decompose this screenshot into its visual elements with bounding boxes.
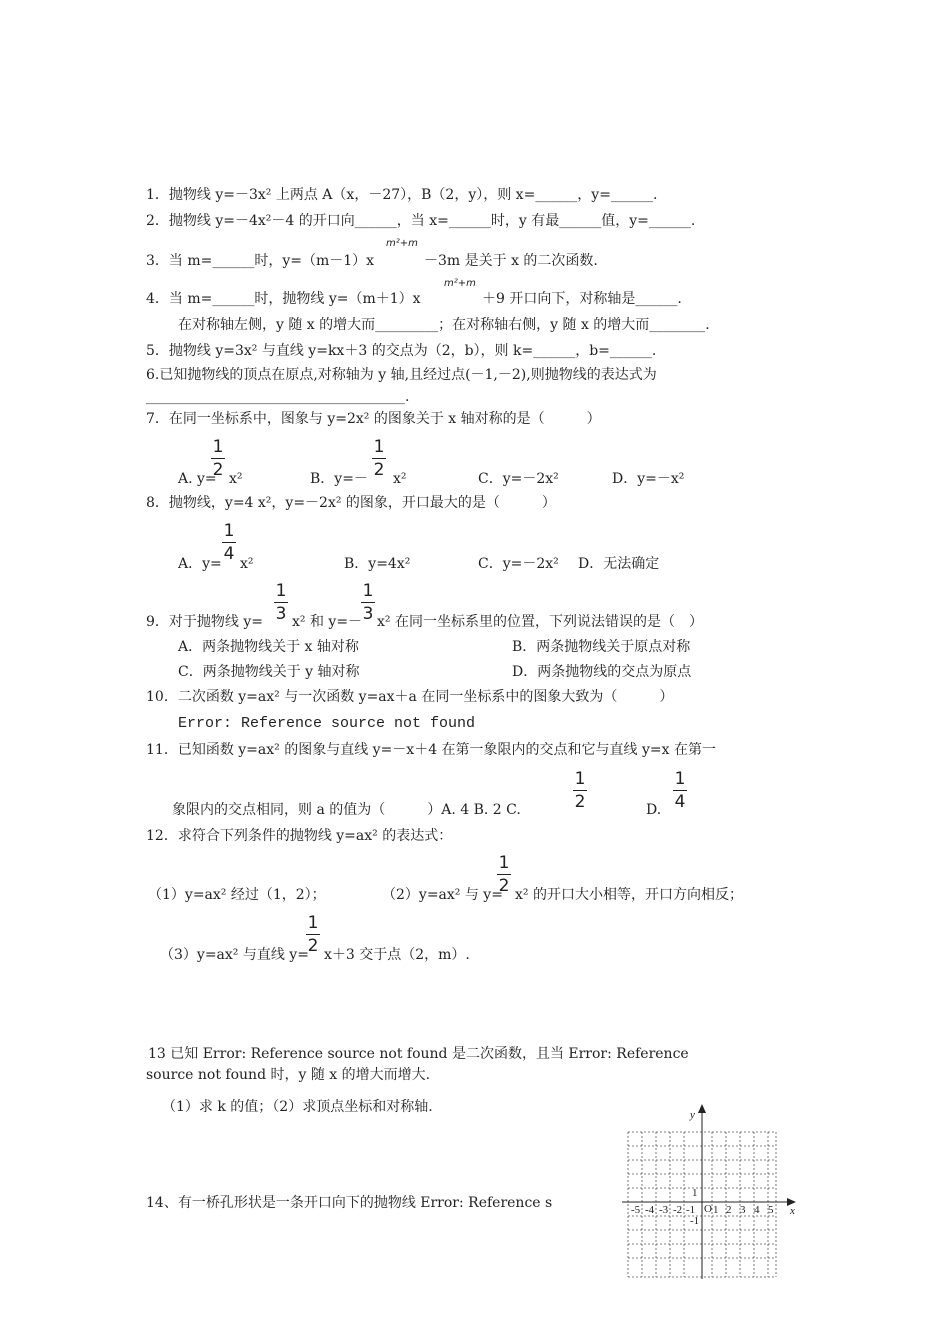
q12: 12．求符合下列条件的抛物线 y=ax² 的表达式：	[146, 828, 453, 844]
q3-text-a: 3．当 m=______时，y=（m－1）x	[146, 253, 375, 269]
q13: 13 已知 Error: Reference source not found 是二次函数，且当 Error: Reference	[148, 1046, 689, 1062]
q6-blank: _____________________________________.	[146, 389, 410, 405]
q14: 14、有一桥孔形状是一条开口向下的抛物线 Error: Reference s	[146, 1195, 553, 1211]
q12-fraction-2: 1 2	[498, 853, 510, 896]
coordinate-grid	[620, 1100, 800, 1280]
q4-exponent: m²+m	[444, 278, 476, 289]
q7b-x: x²	[393, 471, 407, 487]
q9-option-c: C．两条抛物线关于 y 轴对称	[178, 664, 360, 680]
q4-line2: 在对称轴左侧，y 随 x 的增大而_________；在对称轴右侧，y 随 x 的增大而________.	[178, 317, 710, 333]
q9: 9．对于抛物线 y=	[146, 614, 263, 630]
q7-option-d: D．y=－x²	[612, 471, 685, 487]
x-tick-label: 4	[754, 1204, 760, 1216]
q9-option-b: B．两条抛物线关于原点对称	[512, 639, 691, 655]
x-tick-label: -4	[645, 1204, 655, 1216]
q1: 1．抛物线 y=－3x² 上两点 A（x，－27），B（2，y），则 x=______，y=______.	[146, 187, 658, 203]
q11-option-d: D.	[646, 802, 662, 818]
x-tick-label: 3	[740, 1204, 746, 1216]
q3-tail: －3m 是关于 x 的二次函数.	[424, 253, 598, 269]
q9-option-d: D．两条抛物线的交点为原点	[512, 664, 692, 680]
q7b-fraction: 1 2	[373, 437, 385, 480]
x-tick-label: -1	[686, 1204, 696, 1216]
q13-parts: （1）求 k 的值；（2）求顶点坐标和对称轴.	[162, 1099, 433, 1115]
y-tick-label: 1	[692, 1187, 698, 1199]
q12-part3-tail: x＋3 交于点（2，m）.	[324, 947, 470, 963]
q11-fraction-d: 1 4	[674, 769, 686, 812]
y-tick-label: -1	[690, 1215, 700, 1227]
x-tick-label: 5	[768, 1204, 774, 1216]
q7-option-c: C．y=－2x²	[478, 471, 559, 487]
q9-fraction-2: 1 3	[362, 581, 374, 624]
q12-part2-tail: x² 的开口大小相等，开口方向相反；	[515, 887, 743, 903]
q3-exponent: m²+m	[386, 238, 418, 249]
q7-option-b: B．y=－	[310, 471, 368, 487]
q5: 5．抛物线 y=3x² 与直线 y=kx＋3 的交点为（2，b），则 k=______，b=______.	[146, 343, 657, 359]
q8a-fraction: 1 4	[223, 521, 235, 564]
q12-part1: （1）y=ax² 经过（1，2）；	[148, 887, 326, 903]
q12-part2: （2）y=ax² 与 y=	[382, 887, 503, 903]
q8-option-d: D．无法确定	[578, 556, 660, 572]
x-tick-label: 2	[726, 1204, 732, 1216]
q9-fraction-1: 1 3	[275, 581, 287, 624]
y-axis-label: y	[690, 1109, 695, 1121]
q10-error: Error: Reference source not found	[178, 715, 476, 732]
x-tick-label: 1	[713, 1204, 719, 1216]
q11-line2: 象限内的交点相同，则 a 的值为（ ）A. 4 B. 2 C.	[172, 802, 521, 818]
q7: 7．在同一坐标系中，图象与 y=2x² 的图象关于 x 轴对称的是（ ）	[146, 411, 601, 427]
q11: 11．已知函数 y=ax² 的图象与直线 y=－x＋4 在第一象限内的交点和它与直线 y=x 在第一	[146, 742, 716, 758]
q4-tail: ＋9 开口向下，对称轴是______.	[482, 291, 682, 307]
q4: 4．当 m=______时，抛物线 y=（m＋1）x	[146, 291, 421, 307]
origin-label: O	[704, 1203, 712, 1215]
q9-option-a: A．两条抛物线关于 x 轴对称	[178, 639, 359, 655]
q8a-x: x²	[240, 556, 254, 572]
q11-fraction-c: 1 2	[574, 769, 586, 812]
q13-line2: source not found 时，y 随 x 的增大而增大.	[146, 1067, 431, 1083]
q6: 6.已知抛物线的顶点在原点,对称轴为 y 轴,且经过点(－1,－2),则抛物线的表达式为	[146, 367, 657, 383]
x-tick-label: -3	[659, 1204, 669, 1216]
x-axis-label: x	[790, 1205, 795, 1217]
q2: 2．抛物线 y=－4x²－4 的开口向______，当 x=______时，y 有最______值，y=______.	[146, 213, 696, 229]
q9-tail: x² 在同一坐标系里的位置，下列说法错误的是（ ）	[377, 614, 703, 630]
q7a-x: x²	[229, 471, 243, 487]
x-tick-label: -5	[631, 1204, 641, 1216]
q3	[146, 252, 374, 270]
q9-mid: x² 和 y=－	[292, 614, 363, 630]
q10: 10．二次函数 y=ax² 与一次函数 y=ax＋a 在同一坐标系中的图象大致为（ ）	[146, 689, 674, 705]
x-tick-label: -2	[673, 1204, 683, 1216]
q8-option-a: A．y=	[178, 556, 222, 572]
q8-option-c: C．y=－2x²	[478, 556, 559, 572]
q8-option-b: B．y=4x²	[344, 556, 411, 572]
q12-fraction-3: 1 2	[307, 913, 319, 956]
q8: 8．抛物线，y=4 x²，y=－2x² 的图象，开口最大的是（ ）	[146, 495, 556, 511]
q7a-fraction: 1 2	[212, 437, 224, 480]
q12-part3: （3）y=ax² 与直线 y=	[160, 947, 309, 963]
q7-option-a: A. y=	[178, 471, 217, 487]
